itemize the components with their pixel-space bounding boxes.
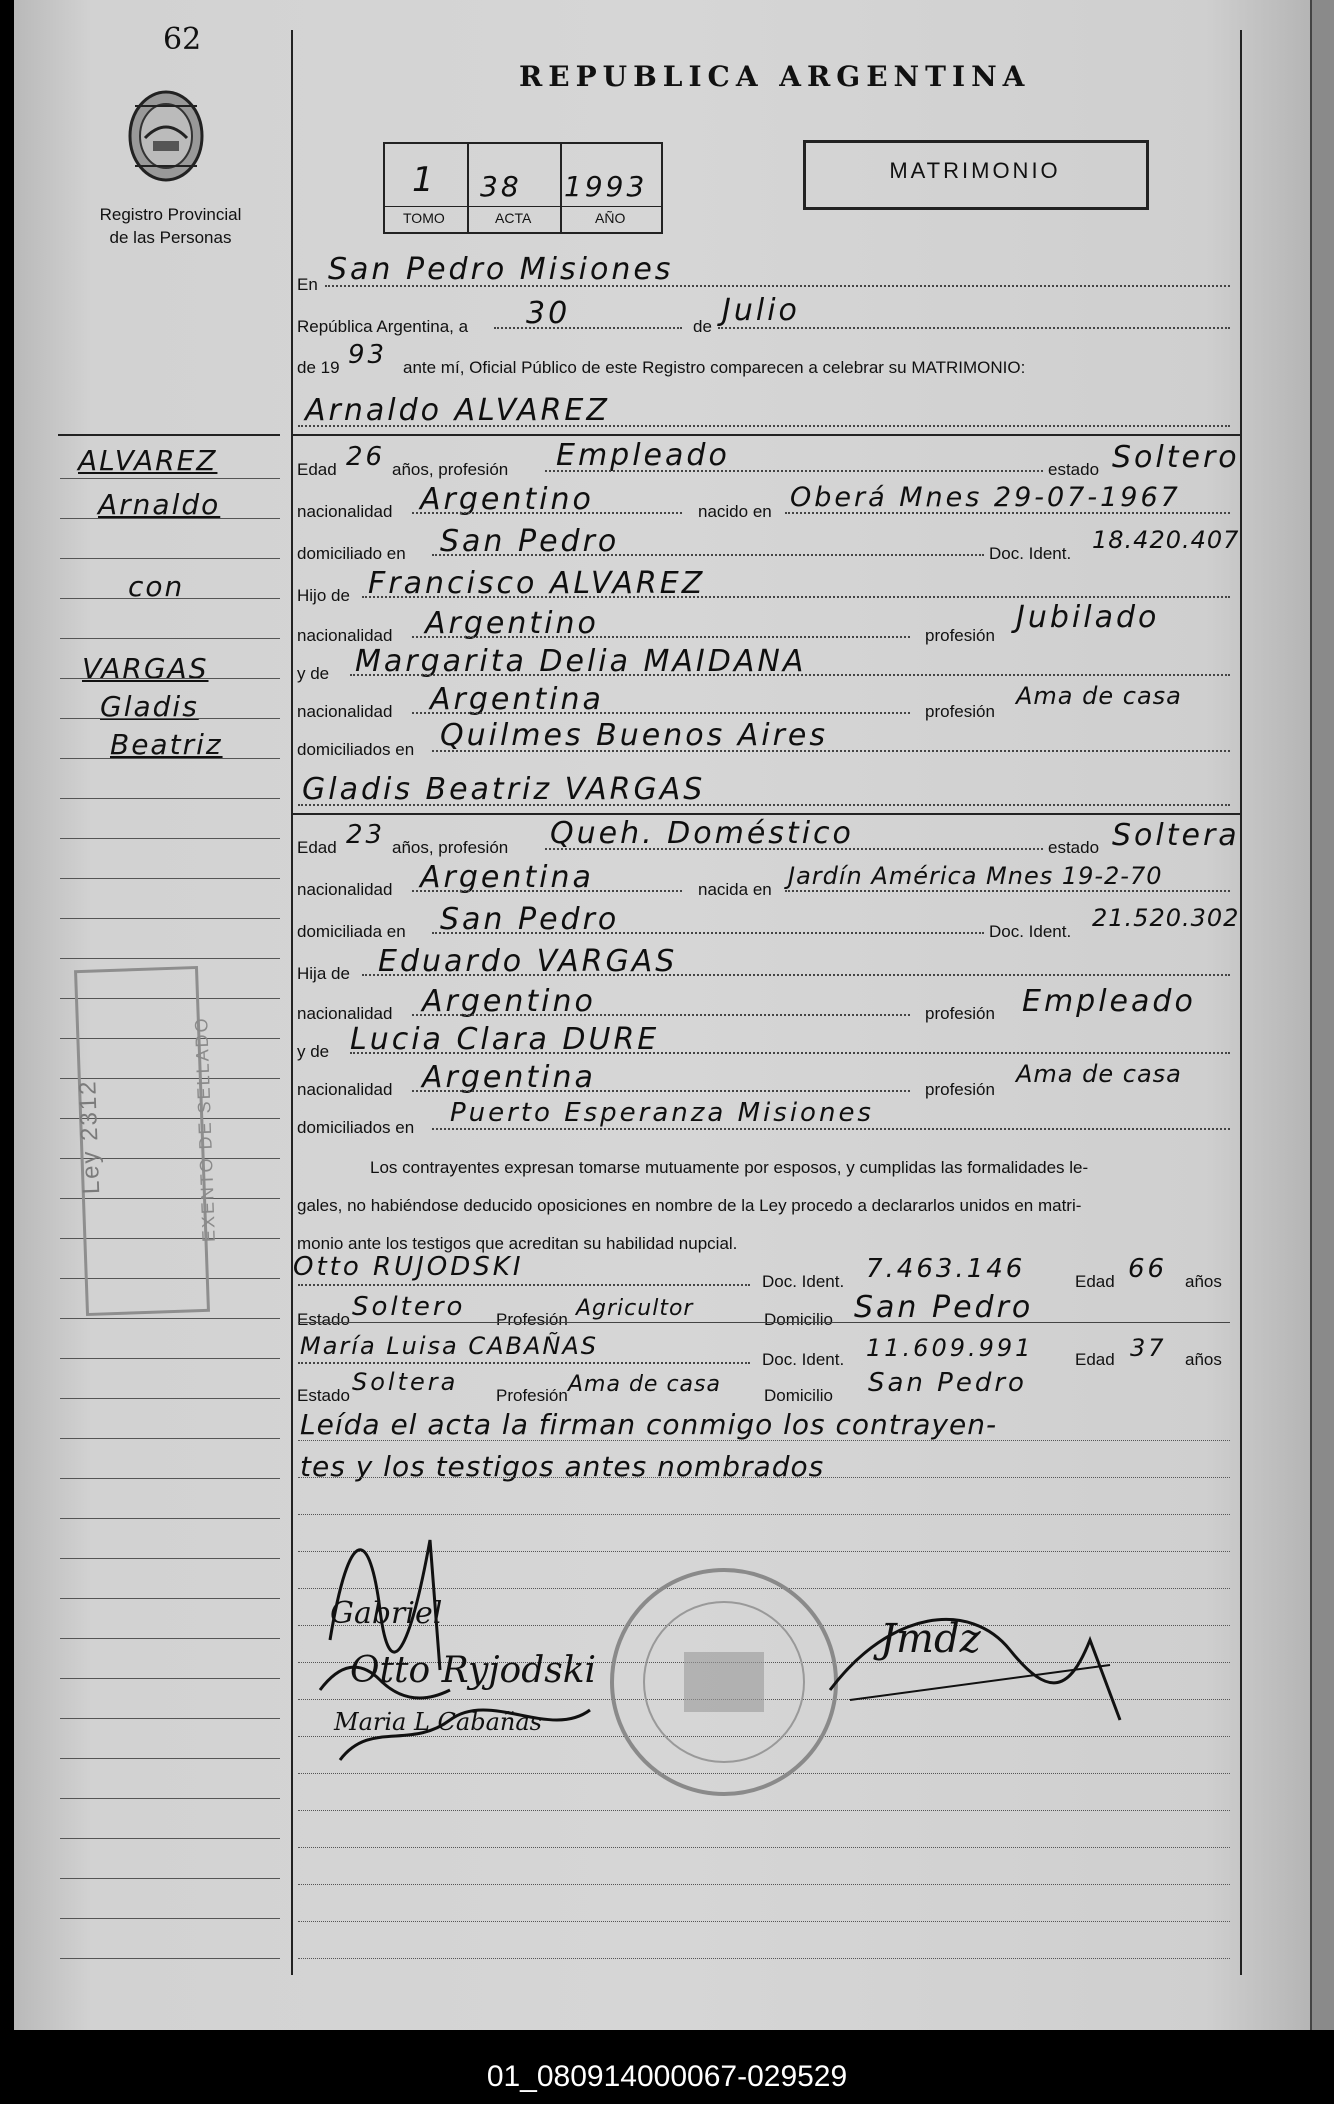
bride-age: 23 bbox=[346, 820, 386, 850]
groom-estado-label: estado bbox=[1048, 460, 1100, 479]
fill-line bbox=[298, 1322, 1230, 1323]
witness1-domicile: San Pedro bbox=[854, 1290, 1034, 1325]
fill-line bbox=[545, 470, 1043, 472]
fill-line bbox=[350, 1052, 1230, 1054]
witness1-profession: Agricultor bbox=[576, 1296, 694, 1321]
bride-mother: Lucia Clara DURE bbox=[350, 1022, 660, 1057]
en-label: En bbox=[297, 275, 318, 294]
officer-signature: Jmdz bbox=[880, 1616, 981, 1662]
witness1-name: Otto RUJODSKI bbox=[293, 1252, 524, 1282]
groom-yde-label: y de bbox=[297, 664, 330, 683]
groom-mother-nationality: Argentina bbox=[430, 682, 604, 717]
margin-rule-line bbox=[60, 1518, 280, 1519]
bride-dom-label: domiciliada en bbox=[297, 922, 406, 941]
ano-label: AÑO bbox=[595, 210, 626, 226]
witness2-name: María Luisa CABAÑAS bbox=[300, 1332, 599, 1360]
fill-line bbox=[785, 512, 1230, 514]
margin-rule-line bbox=[60, 1758, 280, 1759]
groom-mother-nat-label: nacionalidad bbox=[297, 702, 393, 721]
margin-divider bbox=[58, 434, 280, 436]
margin-groom-name: Arnaldo bbox=[98, 488, 221, 521]
groom-mother: Margarita Delia MAIDANA bbox=[355, 644, 807, 679]
margin-rule-line bbox=[60, 1478, 280, 1479]
fill-line bbox=[362, 974, 1230, 976]
ruled-line bbox=[298, 1958, 1230, 1959]
bride-father-nat-label: nacionalidad bbox=[297, 1004, 393, 1023]
bride-doc-label: Doc. Ident. bbox=[989, 922, 1072, 941]
groom-father: Francisco ALVAREZ bbox=[368, 566, 706, 601]
registry-name-line1: Registro Provincial bbox=[99, 205, 242, 224]
margin-rule-line bbox=[60, 958, 280, 959]
fill-line bbox=[545, 848, 1043, 850]
groom-mother-profession: Ama de casa bbox=[1016, 682, 1182, 710]
groom-father-prof-label: profesión bbox=[925, 626, 995, 645]
witness1-edad-label: Edad bbox=[1075, 1272, 1115, 1291]
act-type: MATRIMONIO bbox=[889, 158, 1061, 183]
stamp-line1: Ley 2312 bbox=[74, 1079, 106, 1195]
bride-profesion-label: años, profesión bbox=[392, 838, 509, 857]
fill-line bbox=[718, 327, 1230, 329]
fill-line bbox=[298, 1284, 750, 1286]
witness1-anos-label: años bbox=[1185, 1272, 1222, 1291]
signatures-area bbox=[290, 1490, 1240, 1780]
witness2-age: 37 bbox=[1130, 1334, 1167, 1362]
right-rule bbox=[1240, 30, 1242, 1975]
witness1-age: 66 bbox=[1128, 1254, 1168, 1284]
bride-mother-nat-label: nacionalidad bbox=[297, 1080, 393, 1099]
closing-line2: tes y los testigos antes nombrados bbox=[300, 1450, 825, 1483]
ano-value: 1993 bbox=[564, 170, 648, 203]
groom-nationality: Argentino bbox=[420, 482, 594, 517]
witness1-prof-label: Profesión bbox=[496, 1310, 568, 1329]
ruled-line bbox=[298, 1440, 1230, 1441]
witness2-doc: 11.609.991 bbox=[866, 1334, 1034, 1362]
margin-rule-line bbox=[60, 1638, 280, 1639]
year-prefix: de 19 bbox=[297, 358, 340, 377]
groom-hijo-label: Hijo de bbox=[297, 586, 350, 605]
bride-father-nationality: Argentino bbox=[422, 984, 596, 1019]
place-value: San Pedro Misiones bbox=[328, 252, 674, 287]
margin-bride-name2: Beatriz bbox=[110, 728, 223, 761]
fill-line bbox=[350, 674, 1230, 676]
groom-mother-prof-label: profesión bbox=[925, 702, 995, 721]
bride-edad-label: Edad bbox=[297, 838, 337, 857]
margin-rule-line bbox=[60, 1598, 280, 1599]
margin-rule-line bbox=[60, 758, 280, 759]
witness1-doc: 7.463.146 bbox=[866, 1254, 1026, 1284]
registry-seal-icon bbox=[125, 86, 207, 186]
year-suffix: 93 bbox=[348, 340, 388, 370]
bride-mother-nationality: Argentina bbox=[422, 1060, 596, 1095]
de-label: de bbox=[693, 317, 712, 336]
file-id: 01_080914000067-029529 bbox=[486, 2060, 848, 2093]
witness2-domicile: San Pedro bbox=[868, 1368, 1027, 1398]
section-divider bbox=[291, 813, 1241, 815]
margin-rule-line bbox=[60, 1718, 280, 1719]
bride-hija-label: Hija de bbox=[297, 964, 350, 983]
margin-rule-line bbox=[60, 638, 280, 639]
witness2-prof-label: Profesión bbox=[496, 1386, 568, 1405]
tomo-value: 1 bbox=[412, 160, 437, 200]
fill-line bbox=[298, 425, 1230, 427]
groom-parents-domicile: Quilmes Buenos Aires bbox=[440, 718, 829, 753]
groom-profesion-label: años, profesión bbox=[392, 460, 509, 479]
bride-full-name: Gladis Beatriz VARGAS bbox=[302, 772, 706, 807]
margin-rule-line bbox=[60, 678, 280, 679]
margin-rule-line bbox=[60, 1798, 280, 1799]
margin-bride-name1: Gladis bbox=[100, 690, 199, 723]
stamp-line2: EXENTO DE SELLADO bbox=[191, 1016, 219, 1243]
witness2-signature: Maria L Cabañas bbox=[334, 1708, 542, 1736]
fill-line bbox=[412, 890, 682, 892]
groom-edad-label: Edad bbox=[297, 460, 337, 479]
fill-line bbox=[432, 1128, 1230, 1130]
margin-rule-line bbox=[60, 1318, 280, 1319]
witness1-dom-label: Domicilio bbox=[764, 1310, 833, 1329]
fill-line bbox=[412, 1090, 910, 1092]
groom-birth: Oberá Mnes 29-07-1967 bbox=[790, 482, 1181, 513]
record-id-divider bbox=[467, 142, 469, 232]
witness2-edad-label: Edad bbox=[1075, 1350, 1115, 1369]
exemption-stamp bbox=[74, 966, 219, 1316]
margin-rule-line bbox=[60, 1838, 280, 1839]
margin-rule-line bbox=[60, 1358, 280, 1359]
bride-nac-label: nacionalidad bbox=[297, 880, 393, 899]
witness1-signature: Otto Ryjodski bbox=[350, 1650, 597, 1691]
registry-name-line2: de las Personas bbox=[109, 228, 232, 247]
bride-mother-profession: Ama de casa bbox=[1016, 1060, 1182, 1088]
page-edge bbox=[1312, 0, 1334, 2030]
republica-label: República Argentina, a bbox=[297, 317, 469, 336]
witness2-dom-label: Domicilio bbox=[764, 1386, 833, 1405]
groom-father-profession: Jubilado bbox=[1016, 600, 1160, 635]
witness2-anos-label: años bbox=[1185, 1350, 1222, 1369]
witness2-estado-label: Estado bbox=[297, 1386, 350, 1405]
declaration-line2: gales, no habiéndose deducido oposiciones en nombre de la Ley procedo a declararlos unidos en matri- bbox=[297, 1196, 1082, 1215]
fill-line bbox=[494, 327, 682, 329]
margin-rule-line bbox=[60, 1878, 280, 1879]
margin-rule-line bbox=[60, 838, 280, 839]
bride-doc: 21.520.302 bbox=[1092, 904, 1240, 932]
bride-parents-dom-label: domiciliados en bbox=[297, 1118, 415, 1137]
declaration-line1: Los contrayentes expresan tomarse mutuamente por esposos, y cumplidas las formalidades le- bbox=[370, 1158, 1089, 1177]
groom-nacido-label: nacido en bbox=[698, 502, 772, 521]
margin-rule-line bbox=[60, 1438, 280, 1439]
ruled-line bbox=[298, 1810, 1230, 1811]
bride-father-prof-label: profesión bbox=[925, 1004, 995, 1023]
record-id-divider bbox=[560, 142, 562, 232]
fill-line bbox=[432, 554, 984, 556]
witness2-profession: Ama de casa bbox=[568, 1372, 721, 1397]
ruled-line bbox=[298, 1847, 1230, 1848]
tomo-label: TOMO bbox=[403, 210, 445, 226]
bride-mother-prof-label: profesión bbox=[925, 1080, 995, 1099]
bride-nationality: Argentina bbox=[420, 860, 594, 895]
margin-rule-line bbox=[60, 478, 280, 479]
margin-rule-line bbox=[60, 878, 280, 879]
margin-rule-line bbox=[60, 598, 280, 599]
margin-rule-line bbox=[60, 1398, 280, 1399]
bride-birth: Jardín América Mnes 19-2-70 bbox=[788, 862, 1163, 890]
witness1-estado-label: Estado bbox=[297, 1310, 350, 1329]
acta-label: ACTA bbox=[495, 210, 532, 226]
ruled-line bbox=[298, 1477, 1230, 1478]
margin-groom-surname: ALVAREZ bbox=[78, 444, 218, 477]
fill-line bbox=[432, 750, 1230, 752]
bride-domicile: San Pedro bbox=[440, 902, 620, 937]
groom-parents-dom-label: domiciliados en bbox=[297, 740, 415, 759]
declaration-line3: monio ante los testigos que acreditan su habilidad nupcial. bbox=[297, 1234, 738, 1253]
closing-line1: Leída el acta la firman conmigo los contrayen- bbox=[300, 1408, 998, 1441]
fill-line bbox=[298, 1362, 750, 1364]
groom-civil-state: Soltero bbox=[1112, 440, 1240, 475]
witness1-doc-label: Doc. Ident. bbox=[762, 1272, 845, 1291]
bride-profession: Queh. Doméstico bbox=[550, 816, 854, 851]
groom-dom-label: domiciliado en bbox=[297, 544, 406, 563]
bride-father: Eduardo VARGAS bbox=[378, 944, 678, 979]
groom-nac-label: nacionalidad bbox=[297, 502, 393, 521]
section-divider bbox=[291, 434, 1241, 436]
bride-signature: Gabriel bbox=[330, 1596, 443, 1631]
bride-father-profession: Empleado bbox=[1022, 984, 1196, 1019]
ruled-line bbox=[298, 1884, 1230, 1885]
groom-doc-label: Doc. Ident. bbox=[989, 544, 1072, 563]
margin-rule-line bbox=[60, 1918, 280, 1919]
margin-rule-line bbox=[60, 1558, 280, 1559]
bride-parents-domicile: Puerto Esperanza Misiones bbox=[450, 1098, 874, 1128]
fill-line bbox=[432, 932, 984, 934]
ruled-line bbox=[298, 1921, 1230, 1922]
record-id-divider bbox=[383, 206, 661, 207]
fill-line bbox=[785, 890, 1230, 892]
margin-rule-line bbox=[60, 918, 280, 919]
margin-connector: con bbox=[128, 570, 185, 603]
fill-line bbox=[412, 712, 910, 714]
groom-age: 26 bbox=[346, 442, 386, 472]
acta-value: 38 bbox=[480, 170, 522, 203]
margin-rule-line bbox=[60, 1678, 280, 1679]
month-value: Julio bbox=[722, 293, 800, 328]
witness2-civil-state: Soltera bbox=[352, 1368, 459, 1396]
margin-rule-line bbox=[60, 798, 280, 799]
fill-line bbox=[298, 804, 1230, 806]
margin-rule-line bbox=[60, 718, 280, 719]
page-number: 62 bbox=[163, 22, 202, 57]
fill-line bbox=[412, 636, 910, 638]
witness2-doc-label: Doc. Ident. bbox=[762, 1350, 845, 1369]
margin-rule-line bbox=[60, 518, 280, 519]
fill-line bbox=[412, 512, 682, 514]
groom-domicile: San Pedro bbox=[440, 524, 620, 559]
groom-doc: 18.420.407 bbox=[1092, 526, 1240, 554]
margin-bride-surname: VARGAS bbox=[82, 652, 209, 685]
bride-estado-label: estado bbox=[1048, 838, 1100, 857]
groom-profession: Empleado bbox=[556, 438, 730, 473]
witness1-civil-state: Soltero bbox=[352, 1292, 466, 1322]
bride-nacida-label: nacida en bbox=[698, 880, 772, 899]
bride-yde-label: y de bbox=[297, 1042, 330, 1061]
groom-father-nationality: Argentino bbox=[425, 606, 599, 641]
day-value: 30 bbox=[526, 296, 571, 331]
margin-rule-line bbox=[60, 1958, 280, 1959]
intro-text: ante mí, Oficial Público de este Registro comparecen a celebrar su MATRIMONIO: bbox=[403, 358, 1026, 377]
groom-father-nat-label: nacionalidad bbox=[297, 626, 393, 645]
groom-full-name: Arnaldo ALVAREZ bbox=[305, 393, 610, 428]
fill-line bbox=[412, 1014, 910, 1016]
country-title: REPUBLICA ARGENTINA bbox=[519, 60, 1031, 93]
fill-line bbox=[362, 596, 1230, 598]
margin-rule-line bbox=[60, 558, 280, 559]
fill-line bbox=[325, 285, 1230, 287]
bride-civil-state: Soltera bbox=[1112, 818, 1240, 853]
